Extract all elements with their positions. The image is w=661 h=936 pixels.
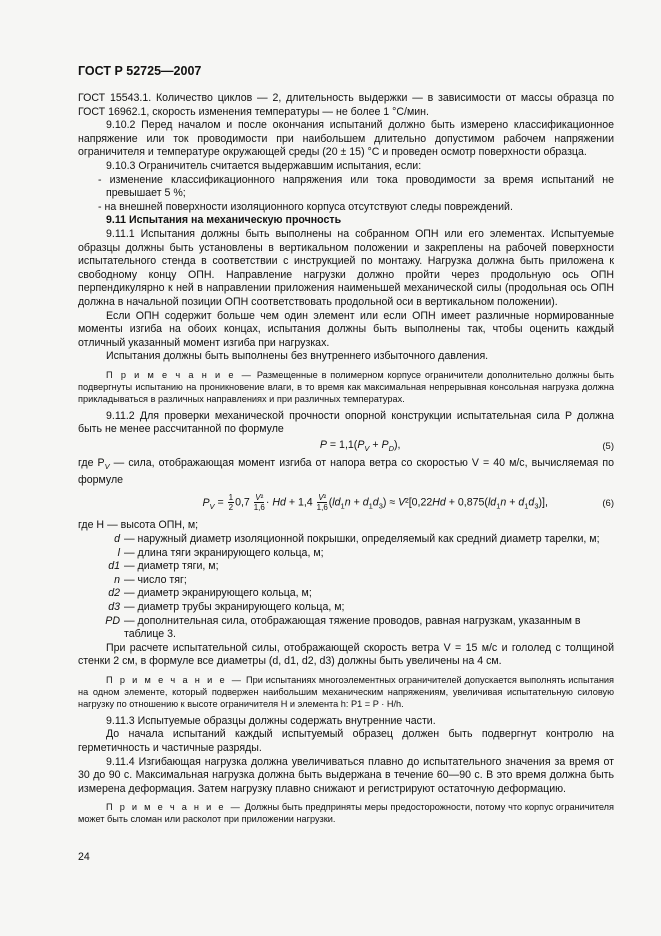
note-3 <box>78 801 614 825</box>
symbol-row: d3 — диаметр трубы экранирующего кольца, м; <box>108 600 345 613</box>
formula-6 <box>78 491 614 515</box>
symbol-row: d2 — диаметр экранирующего кольца, м; <box>108 587 312 600</box>
document-body <box>78 92 614 830</box>
formula-6-expression: $P_V$ = $\frac{1}{2}$ 0,7 $\frac{\text{V²}}{1,6}$ · Hd + 1,4 $\frac{\text{V²}}{1,6}$ $(ld_1n + d_1d_3) \approx V^2[0,22Hd + 0,875(ld_1n + d_1d_3)]$, <box>202 493 548 513</box>
paragraph: ГОСТ 15543.1. Количество циклов — 2, длительность выдержки — в зависимости от массы образца по ГОСТ 16962.1, скорость изменения температуры — не более 1 °С/мин. <box>78 92 614 118</box>
note-label: П р и м е ч а н и е — <box>106 802 242 813</box>
note-1 <box>78 369 614 405</box>
symbol-row: d1 — диаметр тяги, м; <box>108 560 219 573</box>
paragraph: До начала испытаний каждый испытуемый образец должен быть подвергнут контролю на герметичность и частичные разряды. <box>78 728 614 755</box>
formula-5-number: (5) <box>602 441 614 453</box>
symbol-row: l — длина тяги экранирующего кольца, м; <box>117 546 324 559</box>
paragraph-9-11-2: 9.11.2 Для проверки механической прочности опорной конструкции испытательная сила P должна быть не менее рассчитанной по формуле <box>78 409 614 436</box>
formula-5-expression: $P = 1,1(P_V + P_D)$, <box>319 438 401 453</box>
symbol-list <box>78 519 614 641</box>
symbol-row: где H — высота ОПН, м; <box>78 519 199 532</box>
formula-5 <box>78 439 614 455</box>
paragraph-9-11-4: 9.11.4 Изгибающая нагрузка должна увеличиваться плавно до испытательного значения за время от 30 до 90 с. Максимальная нагрузка должна быть выдержана в течение 60—90 с. В это время должна быть измерена деформация. Затем нагрузку плавно снижают и регистрируют остаточную деформацию. <box>78 755 614 795</box>
paragraph: Если ОПН содержит больше чем один элемент или если ОПН имеет различные нормированные моменты изгиба на обоих концах, испытания должны быть выполнены так, чтобы оценить каждый отличный указанный момент изгиба при нагрузках. <box>78 309 614 349</box>
document-header: ГОСТ Р 52725—2007 <box>78 64 202 78</box>
paragraph: При расчете испытательной силы, отображающей скорость ветра V = 15 м/с и гололед с толщиной стенки 2 см, в формуле все диаметры (d, d1, d2, d3) должны быть увеличены на 4 см. <box>78 641 614 668</box>
paragraph-9-11-3: 9.11.3 Испытуемые образцы должны содержать внутренние части. <box>106 714 436 727</box>
section-heading-9-11: 9.11 Испытания на механическую прочность <box>106 214 342 227</box>
note-2 <box>78 674 614 710</box>
list-item: - изменение классификационного напряжения или тока проводимости за время испытаний не превышает 5 %; <box>98 173 614 200</box>
formula-5-explanation: где $P_V$ — сила, отображающая момент изгиба от напора ветра со скоростью V = 40 м/с, вычисляемая по формуле <box>78 457 614 486</box>
note-text: Должны быть предприняты меры предосторожности, потому что корпус ограничителя может быть сломан или расколот при приложении нагрузки. <box>78 802 614 825</box>
note-text: Размещенные в полимерном корпусе ограничители дополнительно должны быть подвергнуты испытанию на проникновение влаги, в то время как максимальная непрерывная консольная нагрузка должна прикладываться в различных направлениях и при различных температурах. <box>78 369 614 404</box>
paragraph: Испытания должны быть выполнены без внутреннего избыточного давления. <box>106 350 489 363</box>
page-number: 24 <box>78 851 90 863</box>
note-label: П р и м е ч а н и е — <box>106 674 244 685</box>
symbol-row: d — наружный диаметр изоляционной покрышки, определяемый как средний диаметр тарелки, м; <box>114 532 600 545</box>
symbol-row: n — число тяг; <box>114 573 187 586</box>
symbol-row: PD — дополнительная сила, отображающая тяжение проводов, равная нагрузкам, указанным в таблице 3. <box>105 614 581 641</box>
paragraph-9-10-3: 9.10.3 Ограничитель считается выдержавшим испытания, если: <box>106 159 422 172</box>
note-text: При испытаниях многоэлементных ограничителей допускается выполнять испытания на одном элементе, который подвержен наибольшим механическим напряжениям, увеличивая испытательную силовую нагрузку по отношению к высоте ограничителя H и элемента h: P1 = P · H/h. <box>78 674 614 709</box>
list-item: - на внешней поверхности изоляционного корпуса отсутствуют следы повреждений. <box>98 200 513 213</box>
paragraph-9-11-1: 9.11.1 Испытания должны быть выполнены на собранном ОПН или его элементах. Испытуемые образцы должны быть установлены в вертикальном положении и закреплены на рабочей поверхности испытательного стенда в соответствии с инструкцией по монтажу. Нагрузка должна быть приложена к свободному концу ОПН. Направление нагрузки должно пройти через продольную ось ОПН перпендикулярно к ней в направлении приложения наименьшей механической силы (продольная ось ОПН должна в начальной позиции ОПН соответствовать продольной оси в вертикальном положении). <box>78 227 614 308</box>
note-label: П р и м е ч а н и е — <box>106 369 254 380</box>
paragraph-9-10-2: 9.10.2 Перед началом и после окончания испытаний должно быть измерено классификационное напряжение или ток проводимости при наибольшем длительно допустимом рабочем напряжении ограничителя и температуре окружающей среды (20 ± 15) °С и проведен осмотр поверхности образца. <box>78 119 614 159</box>
formula-6-number: (6) <box>602 497 614 509</box>
